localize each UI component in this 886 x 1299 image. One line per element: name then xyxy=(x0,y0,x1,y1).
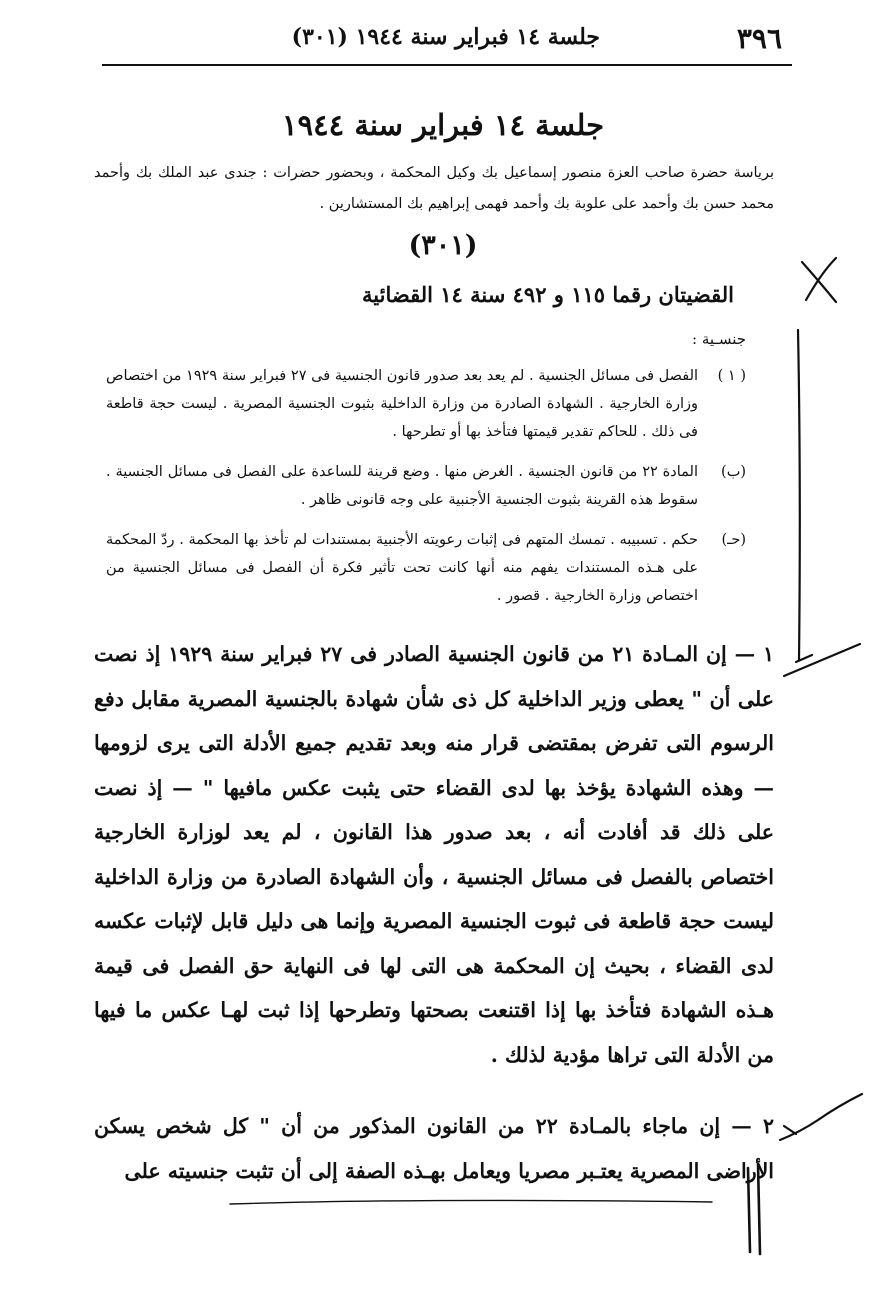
header-rule xyxy=(102,64,792,66)
body-paragraph-2: ٢ — إن ماجاء بالمـادة ٢٢ من القانون المذكور من أن " كل شخص يسكن الأراضى المصرية يعتـبر مصريا ويعامل بهـذه الصفة إلى أن تثبت جنسيته على xyxy=(94,1114,774,1183)
margin-tick xyxy=(784,644,860,676)
session-title: جلسة ١٤ فبراير سنة ١٩٤٤ xyxy=(281,108,605,142)
headnote-text: الفصل فى مسائل الجنسية . لم يعد بعد صدور قانون الجنسية فى ٢٧ فبراير سنة ١٩٢٩ من اختصاص وزارة الخارجية . الشهادة الصادرة من وزارة الداخلية بثبوت الجنسية المصرية . ليست حجة قاطعة فى ذلك . للحاكم تقدير قيمتها فتأخذ بها أو تطرحها . xyxy=(106,368,699,440)
page-number: ٣٩٦ xyxy=(736,22,782,55)
case-reference: القضيتان رقما ١١٥ و ٤٩٢ سنة ١٤ القضائية xyxy=(362,282,734,307)
subject-heading: جنسـية : xyxy=(692,330,746,348)
headnote-mark: (حـ) xyxy=(721,532,746,548)
pen-stroke xyxy=(784,1126,796,1134)
running-header xyxy=(100,22,790,62)
headnote-a xyxy=(106,362,746,446)
headnote-b xyxy=(106,458,746,514)
headnote-mark: ( ١ ) xyxy=(717,368,746,384)
court-composition: برياسة حضرة صاحب العزة منصور إسماعيل بك وكيل المحكمة ، وبحضور حضرات : جندى عبد الملك بك وأحمد محمد حسن بك وأحمد على علوبة بك وأحمد فهمى إبراهيم بك المستشارين . xyxy=(94,165,774,212)
margin-bracket-line xyxy=(798,330,800,660)
body-paragraph-1: ١ — إن المـادة ٢١ من قانون الجنسية الصادر فى ٢٧ فبراير سنة ١٩٢٩ إذ نصت على أن " يعطى وزير الداخلية كل ذى شأن شهادة بالجنسية المصرية مقابل دفع الرسوم التى تفرض بمقتضى قرار منه وبعد تقديم جميع الأدلة التى يرى لزومها — وهذه الشهادة يؤخذ بها لدى القضاء حتى يثبت عكس مافيها " — إذ نصت على ذلك قد أفادت أنه ، بعد صدور هذا القانون ، لم يعد لوزارة الخارجية اختصاص بالفصل فى مسائل الجنسية ، وأن الشهادة الصادرة من وزارة الداخلية ليست حجة قاطعة فى ثبوت الجنسية المصرية وإنما هى دليل قابل لإثبات عكسه لدى القضاء ، بحيث إن المحكمة هى التى لها فى النهاية حق الفصل فى قيمة هـذه الشهادة فتأخذ بها إذا اقتنعت بصحتها وتطرحها إذا ثبت لهـا عكس ما فيها من الأدلة التى تراها مؤدية لذلك . xyxy=(94,642,774,1067)
headnote-mark: (ب) xyxy=(721,464,746,480)
under-rule xyxy=(230,1200,712,1204)
running-title: جلسة ١٤ فبراير سنة ١٩٤٤ (٣٠١) xyxy=(291,24,600,50)
headnote-text: حكم . تسبيبه . تمسك المتهم فى إثبات رعويته الأجنبية بمستندات لم تأخذ بها المحكمة . ردّ المحكمة على هـذه المستندات يفهم منه أنها كانت تحت تأثير فكرة أن الفصل فى مسائل الجنسية من اختصاص وزارة الخارجية . قصور . xyxy=(106,532,698,604)
case-number: (٣٠١) xyxy=(408,230,478,261)
cross-mark xyxy=(802,258,836,302)
headnote-c xyxy=(106,526,746,610)
margin-tick-2 xyxy=(780,1094,862,1140)
headnote-text: المادة ٢٢ من قانون الجنسية . الغرض منها . وضع قرينة للساعدة على الفصل فى مسائل الجنسية . سقوط هذه القرينة بثبوت الجنسية الأجنبية على وجه قانونى ظاهر . xyxy=(106,464,698,508)
